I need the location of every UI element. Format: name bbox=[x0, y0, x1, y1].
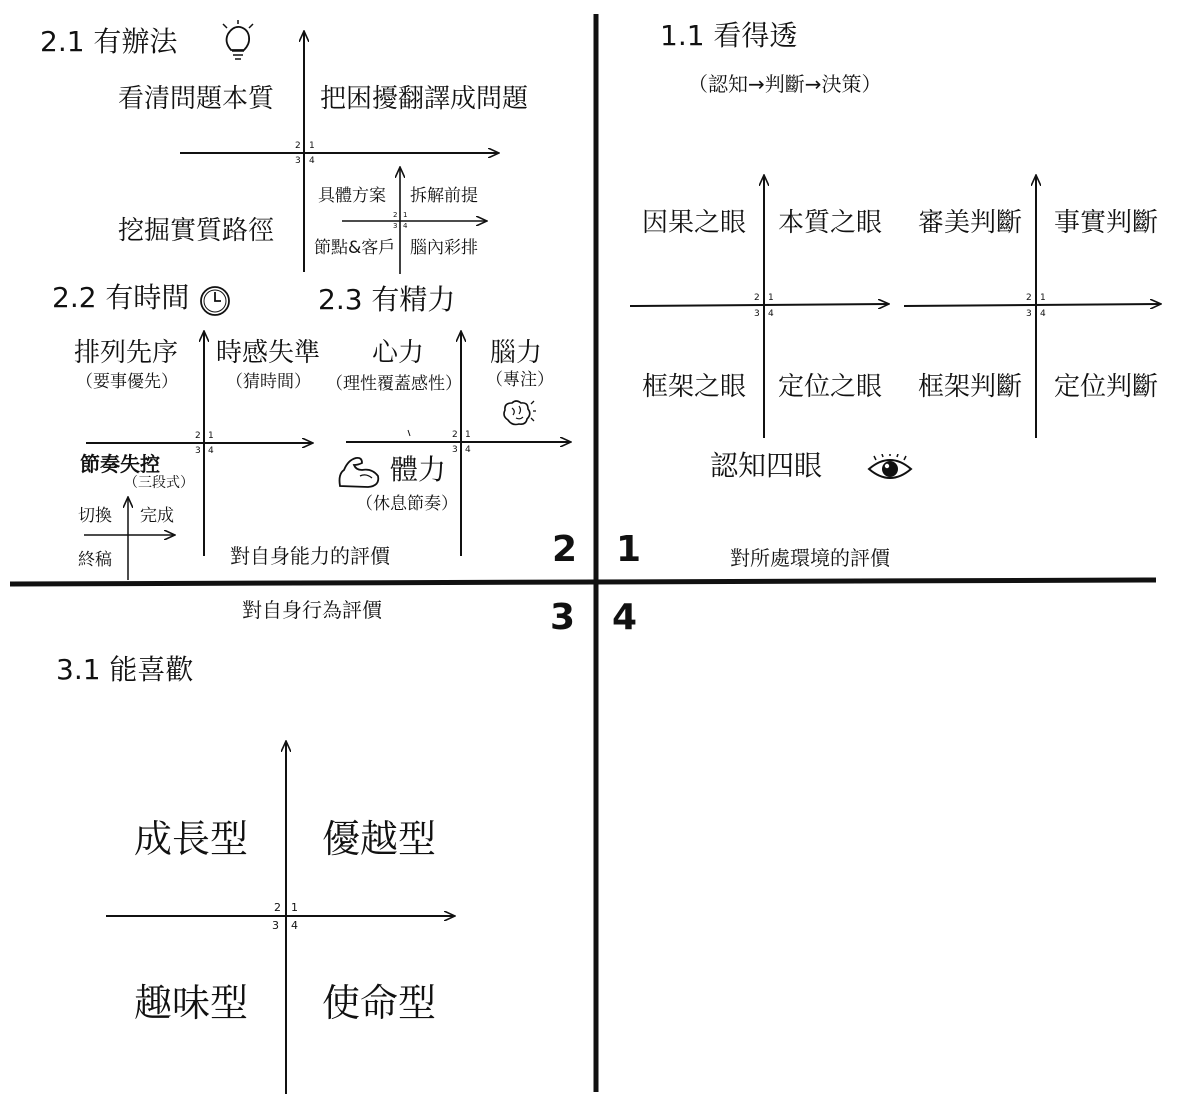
mini-num-1: 1 bbox=[208, 431, 214, 441]
mini-num-4: 4 bbox=[208, 446, 214, 456]
eye-framework-label: 框架之眼 bbox=[642, 372, 747, 402]
mini-num-1: 1 bbox=[291, 901, 298, 914]
brain-icon bbox=[500, 398, 536, 430]
section-1-1-footer: 認知四眼 bbox=[710, 449, 823, 482]
eye-causality-label: 因果之眼 bbox=[642, 208, 747, 238]
mini-num-4: 4 bbox=[768, 309, 774, 319]
mini-num-3: 3 bbox=[1026, 309, 1032, 319]
mini-num-4: 4 bbox=[465, 445, 471, 455]
superiority-type-label: 優越型 bbox=[322, 817, 437, 861]
fun-type-label: 趣味型 bbox=[134, 981, 249, 1025]
mini-num-2: 2 bbox=[195, 431, 201, 441]
section-2-3-title: 2.3 有精力 bbox=[318, 283, 456, 316]
mini-num-1: 1 bbox=[403, 211, 408, 219]
judgment-aesthetic-label: 審美判斷 bbox=[918, 208, 1023, 238]
quadrant-number-2: 2 bbox=[552, 529, 578, 570]
mini-num-2: 2 bbox=[393, 211, 398, 219]
mini-num-4: 4 bbox=[309, 156, 315, 166]
mini-num-3: 3 bbox=[272, 919, 279, 932]
quadrant-number-3: 3 bbox=[550, 597, 576, 638]
final-draft-label: 終稿 bbox=[78, 550, 112, 570]
mini-num-3: 3 bbox=[754, 309, 760, 319]
mission-type-label: 使命型 bbox=[322, 981, 437, 1025]
judgment-positioning-label: 定位判斷 bbox=[1054, 372, 1159, 402]
mind-power-note: （理性覆蓋感性） bbox=[326, 374, 462, 394]
axis-2-3-tick bbox=[408, 430, 410, 436]
mini-num-4: 4 bbox=[291, 919, 298, 932]
eye-icon bbox=[866, 454, 914, 484]
brain-power-note: （專注） bbox=[486, 370, 554, 390]
mini-num-2: 2 bbox=[754, 293, 760, 303]
mini-num-3: 3 bbox=[452, 445, 458, 455]
caption-quadrant-2: 對自身能力的評價 bbox=[230, 544, 390, 568]
caption-quadrant-1: 對所處環境的評價 bbox=[730, 546, 890, 570]
mini-num-2: 2 bbox=[452, 430, 458, 440]
dig-path-label: 挖掘實質路徑 bbox=[118, 216, 275, 246]
brain-power-label: 腦力 bbox=[490, 338, 543, 368]
growth-type-label: 成長型 bbox=[134, 817, 249, 861]
section-2-2-title: 2.2 有時間 bbox=[52, 281, 190, 314]
mini-num-2: 2 bbox=[295, 141, 301, 151]
break-premise-label: 拆解前提 bbox=[410, 186, 478, 206]
mini-num-4: 4 bbox=[1040, 309, 1046, 319]
axis-1-1-right-h bbox=[904, 304, 1160, 306]
switch-label: 切換 bbox=[78, 506, 112, 526]
section-1-1-subtitle: （認知→判斷→決策） bbox=[688, 72, 882, 96]
body-power-note: （休息節奏） bbox=[356, 494, 458, 514]
muscle-arm-icon bbox=[336, 454, 382, 490]
lightbulb-icon bbox=[220, 20, 256, 66]
mini-num-1: 1 bbox=[768, 293, 774, 303]
mini-num-1: 1 bbox=[309, 141, 315, 151]
concrete-plan-label: 具體方案 bbox=[318, 186, 386, 206]
quadrant-number-4: 4 bbox=[612, 597, 638, 638]
mini-num-3: 3 bbox=[295, 156, 301, 166]
mental-rehearsal-label: 腦內彩排 bbox=[410, 238, 478, 258]
mini-num-1: 1 bbox=[1040, 293, 1046, 303]
mind-power-label: 心力 bbox=[372, 338, 425, 368]
main-horizontal-axis bbox=[10, 580, 1156, 584]
time-sense-note: （猜時間） bbox=[226, 372, 311, 392]
judgment-framework-label: 框架判斷 bbox=[918, 372, 1023, 402]
rhythm-label: 節奏失控 bbox=[80, 452, 160, 476]
section-2-1-title: 2.1 有辦法 bbox=[40, 25, 178, 58]
axis-1-1-left-h bbox=[630, 304, 888, 306]
translate-problem-label: 把困擾翻譯成問題 bbox=[320, 84, 529, 114]
clock-icon bbox=[198, 284, 232, 318]
section-1-1-title: 1.1 看得透 bbox=[660, 19, 798, 52]
complete-label: 完成 bbox=[140, 506, 174, 526]
body-power-label: 體力 bbox=[390, 453, 447, 486]
mini-num-3: 3 bbox=[393, 222, 398, 230]
rhythm-note: （三段式） bbox=[124, 475, 194, 491]
nodes-clients-label: 節點&客戶 bbox=[314, 238, 396, 258]
eye-essence-label: 本質之眼 bbox=[778, 208, 883, 238]
eye-positioning-label: 定位之眼 bbox=[778, 372, 883, 402]
section-3-1-title: 3.1 能喜歡 bbox=[56, 653, 194, 686]
see-essence-label: 看清問題本質 bbox=[118, 84, 275, 114]
mini-num-3: 3 bbox=[195, 446, 201, 456]
quadrant-number-1: 1 bbox=[616, 529, 642, 570]
prioritize-label: 排列先序 bbox=[74, 338, 179, 368]
mini-num-1: 1 bbox=[465, 430, 471, 440]
time-sense-label: 時感失準 bbox=[216, 338, 321, 368]
caption-quadrant-3: 對自身行為評價 bbox=[242, 598, 382, 622]
prioritize-note: （要事優先） bbox=[76, 372, 178, 392]
mini-num-4: 4 bbox=[403, 222, 408, 230]
mini-num-2: 2 bbox=[1026, 293, 1032, 303]
judgment-fact-label: 事實判斷 bbox=[1054, 208, 1159, 238]
mini-num-2: 2 bbox=[274, 901, 281, 914]
